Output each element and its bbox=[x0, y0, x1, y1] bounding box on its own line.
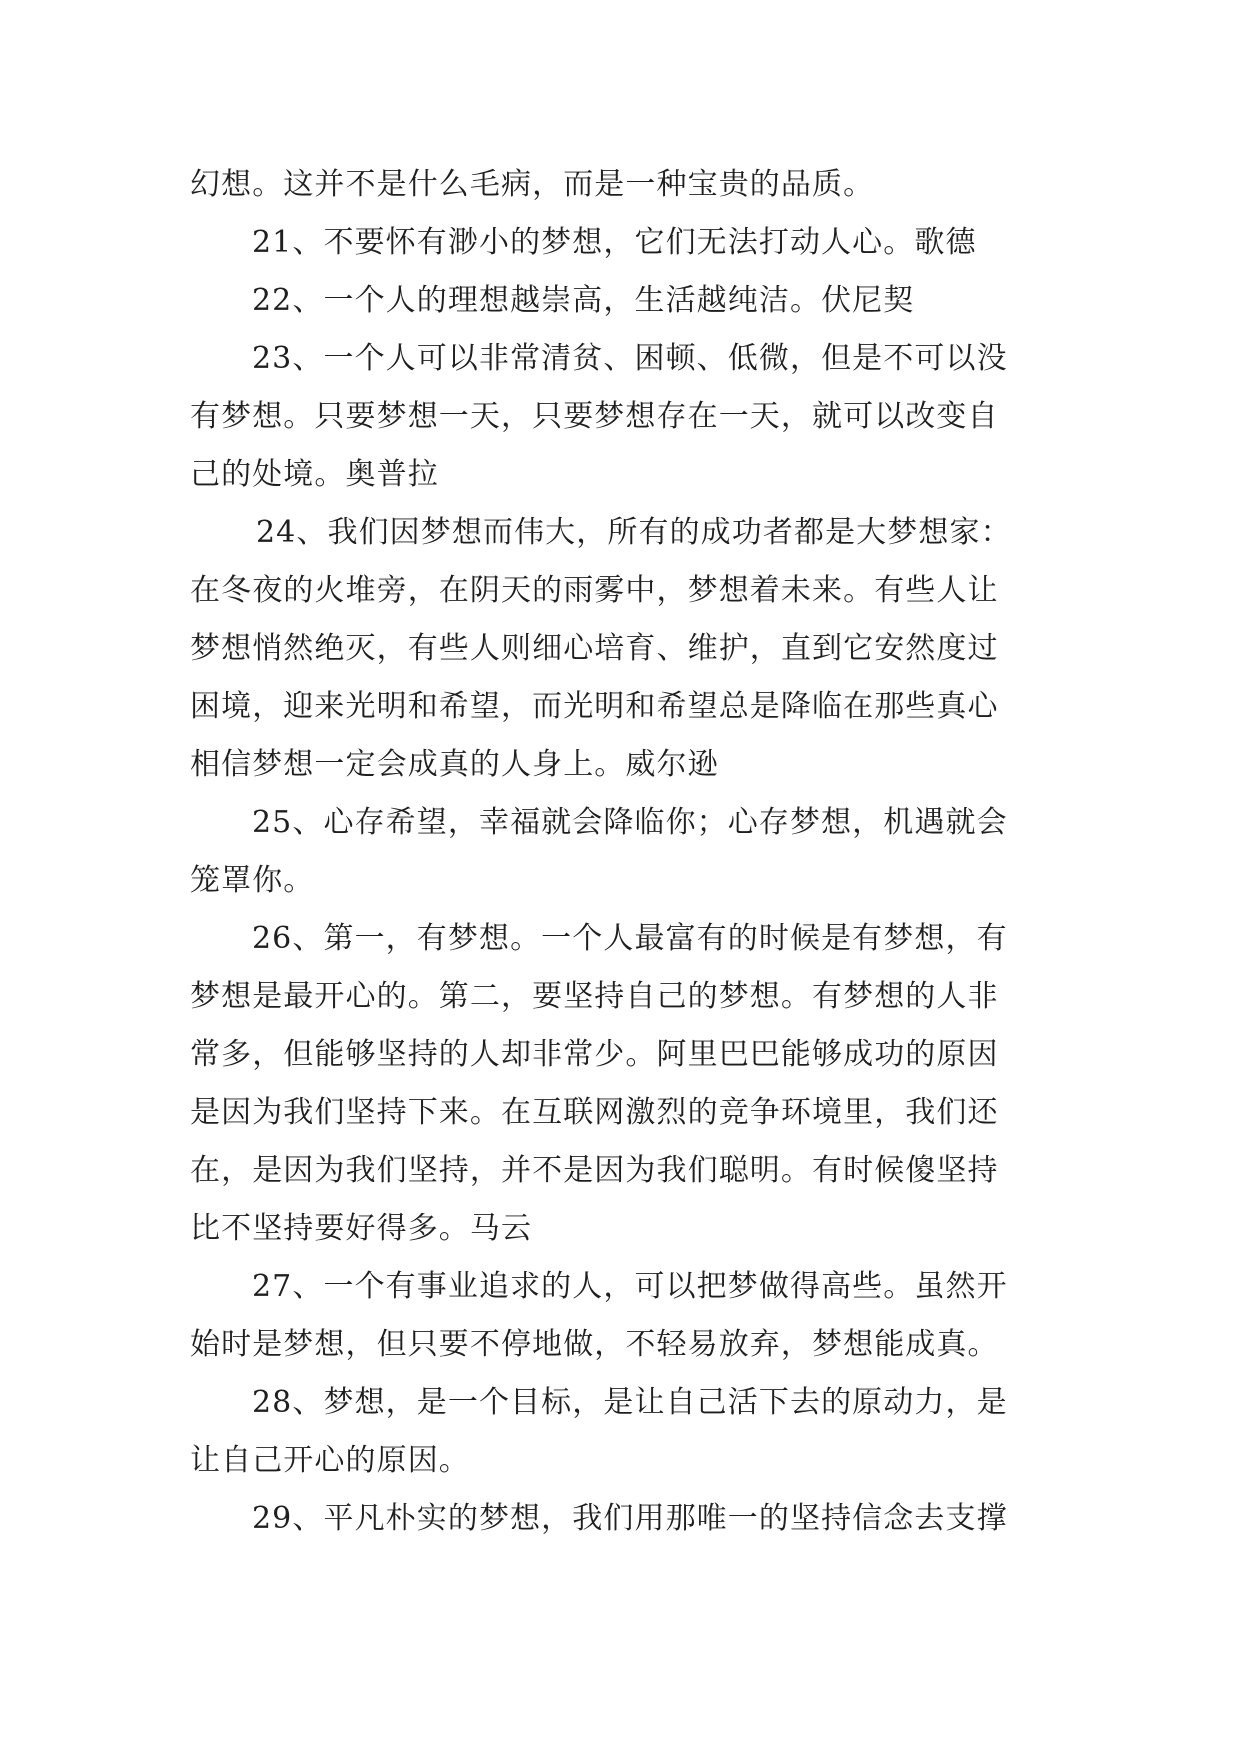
text-line: 梦想是最开心的。第二，要坚持自己的梦想。有梦想的人非 bbox=[190, 979, 999, 1014]
text-line: 在冬夜的火堆旁，在阴天的雨雾中，梦想着未来。有些人让 bbox=[190, 573, 999, 608]
text-line: 笼罩你。 bbox=[190, 863, 315, 898]
text-line: 幻想。这并不是什么毛病，而是一种宝贵的品质。 bbox=[190, 167, 875, 202]
text-line: 相信梦想一定会成真的人身上。威尔逊 bbox=[190, 747, 719, 782]
text-line: 25、心存希望，幸福就会降临你；心存梦想，机遇就会 bbox=[252, 805, 1008, 840]
text-line: 比不坚持要好得多。马云 bbox=[190, 1211, 533, 1246]
text-line: 在，是因为我们坚持，并不是因为我们聪明。有时候傻坚持 bbox=[190, 1153, 999, 1188]
text-line: 28、梦想，是一个目标，是让自己活下去的原动力，是 bbox=[252, 1385, 1008, 1420]
text-line: 始时是梦想，但只要不停地做，不轻易放弃，梦想能成真。 bbox=[190, 1327, 999, 1362]
text-line: 29、平凡朴实的梦想，我们用那唯一的坚持信念去支撑 bbox=[252, 1501, 1008, 1536]
text-line: 21、不要怀有渺小的梦想，它们无法打动人心。歌德 bbox=[252, 225, 977, 260]
text-line: 22、一个人的理想越崇高，生活越纯洁。伏尼契 bbox=[252, 283, 915, 318]
text-line: 24、我们因梦想而伟大，所有的成功者都是大梦想家： bbox=[256, 515, 1012, 550]
text-line: 困境，迎来光明和希望，而光明和希望总是降临在那些真心 bbox=[190, 689, 999, 724]
text-line: 23、一个人可以非常清贫、困顿、低微，但是不可以没 bbox=[252, 341, 1008, 376]
text-line: 27、一个有事业追求的人，可以把梦做得高些。虽然开 bbox=[252, 1269, 1008, 1304]
text-line: 己的处境。奥普拉 bbox=[190, 457, 439, 492]
text-line: 常多，但能够坚持的人却非常少。阿里巴巴能够成功的原因 bbox=[190, 1037, 999, 1072]
text-line: 梦想悄然绝灭，有些人则细心培育、维护，直到它安然度过 bbox=[190, 631, 999, 666]
text-line: 是因为我们坚持下来。在互联网激烈的竞争环境里，我们还 bbox=[190, 1095, 999, 1130]
text-line: 有梦想。只要梦想一天，只要梦想存在一天，就可以改变自 bbox=[190, 399, 999, 434]
text-line: 26、第一，有梦想。一个人最富有的时候是有梦想，有 bbox=[252, 921, 1008, 956]
text-line: 让自己开心的原因。 bbox=[190, 1443, 470, 1478]
